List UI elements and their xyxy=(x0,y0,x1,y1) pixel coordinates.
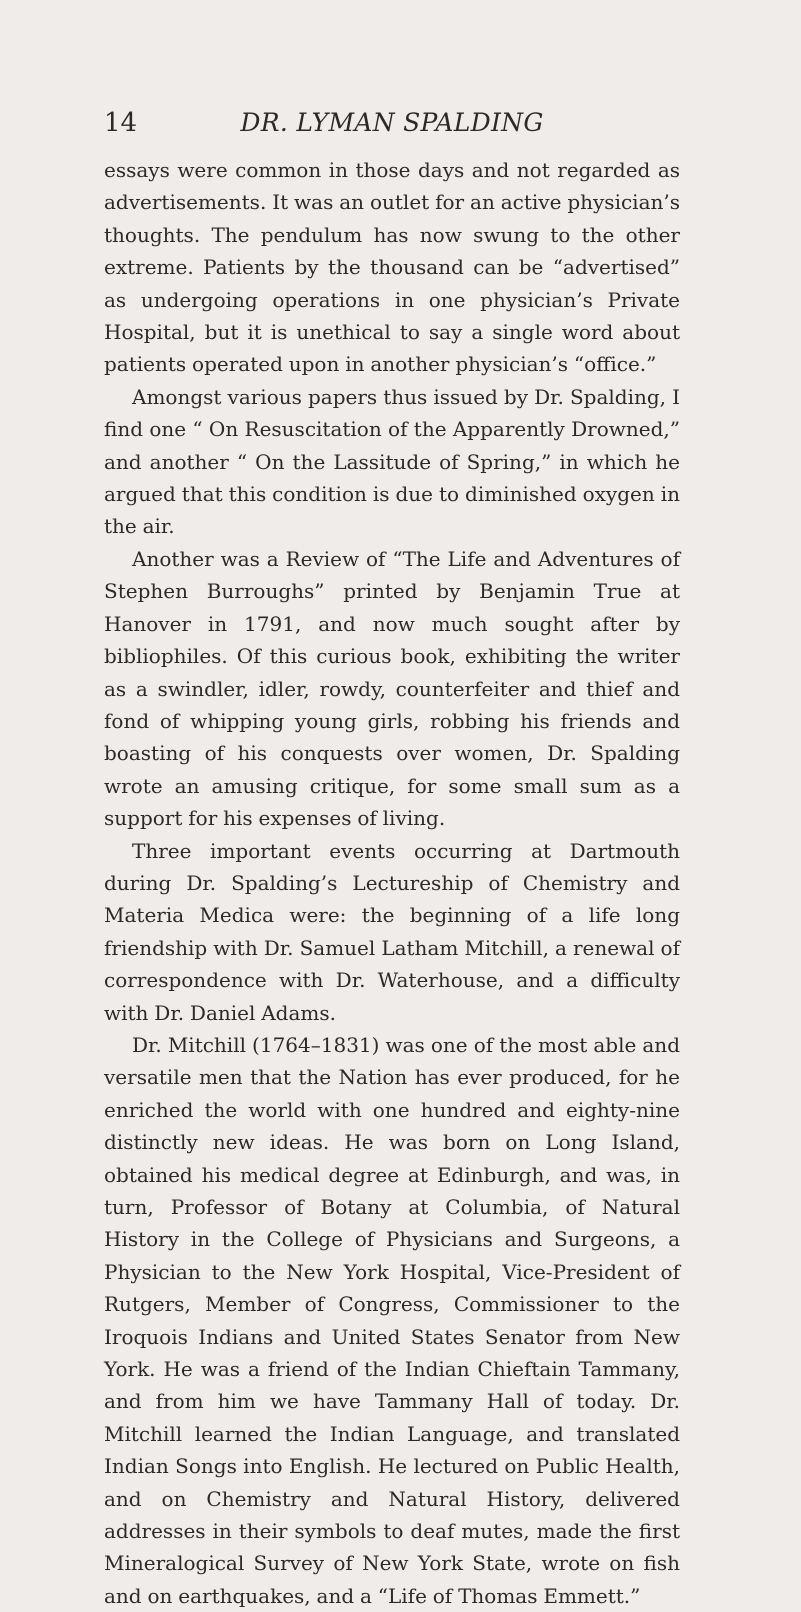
page-header xyxy=(104,106,680,140)
paragraph-dartmouth-events: Three important events occurring at Dartmouth during Dr. Spalding’s Lectureship of Chemistry and Materia Medica were: the beginning of a life long friendship with Dr. Samuel Latham Mitchill, a renewal of correspondence with Dr. Waterhouse, and a difficulty with Dr. Daniel Adams. xyxy=(104,838,680,1025)
paragraph-continued: essays were common in those days and not regarded as advertisements. It was an outlet for an active physician’s thoughts. The pendulum has now swung to the other extreme. Patients by the thousand can be “advertised” as undergoing operations in one physician’s Private Hospital, but it is unethical to say a single word about patients operated upon in another physician’s “office.” xyxy=(104,158,680,377)
paragraph-review-burroughs: Another was a Review of “The Life and Adventures of Stephen Burroughs” printed by Benjamin True at Hanover in 1791, and now much sought after by bibliophiles. Of this curious book, exhibiting the writer as a swindler, idler, rowdy, counterfeiter and thief and fond of whipping young girls, robbing his friends and boasting of his conquests over women, Dr. Spalding wrote an amusing critique, for some small sum as a support for his expenses of living. xyxy=(104,546,680,831)
running-head: DR. LYMAN SPALDING xyxy=(240,108,544,137)
paragraph-papers-issued: Amongst various papers thus issued by Dr. Spalding, I find one “ On Resuscitation of the Apparently Drowned,” and another “ On the Lassitude of Spring,” in which he argued that this condition is due to diminished oxygen in the air. xyxy=(104,384,680,539)
body-text xyxy=(104,154,680,1612)
page-number: 14 xyxy=(104,108,138,138)
paragraph-mitchill: Dr. Mitchill (1764–1831) was one of the most able and versatile men that the Nation has ever produced, for he enriched the world with one hundred and eighty-nine distinctly new ideas. He was born on Long Island, obtained his medical degree at Edinburgh, and was, in turn, Professor of Botany at Columbia, of Natural History in the College of Physicians and Surgeons, a Physician to the New York Hospital, Vice-President of Rutgers, Member of Congress, Commissioner to the Iroquois Indians and United States Senator from New York. He was a friend of the Indian Chieftain Tammany, and from him we have Tammany Hall of today. Dr. Mitchill learned the Indian Language, and translated Indian Songs into English. He lectured on Public Health, and on Chemistry and Natural History, delivered addresses in their symbols to deaf mutes, made the first Mineralogical Survey of New York State, wrote on fish and on earthquakes, and a “Life of Thomas Emmett.” xyxy=(104,1032,680,1608)
